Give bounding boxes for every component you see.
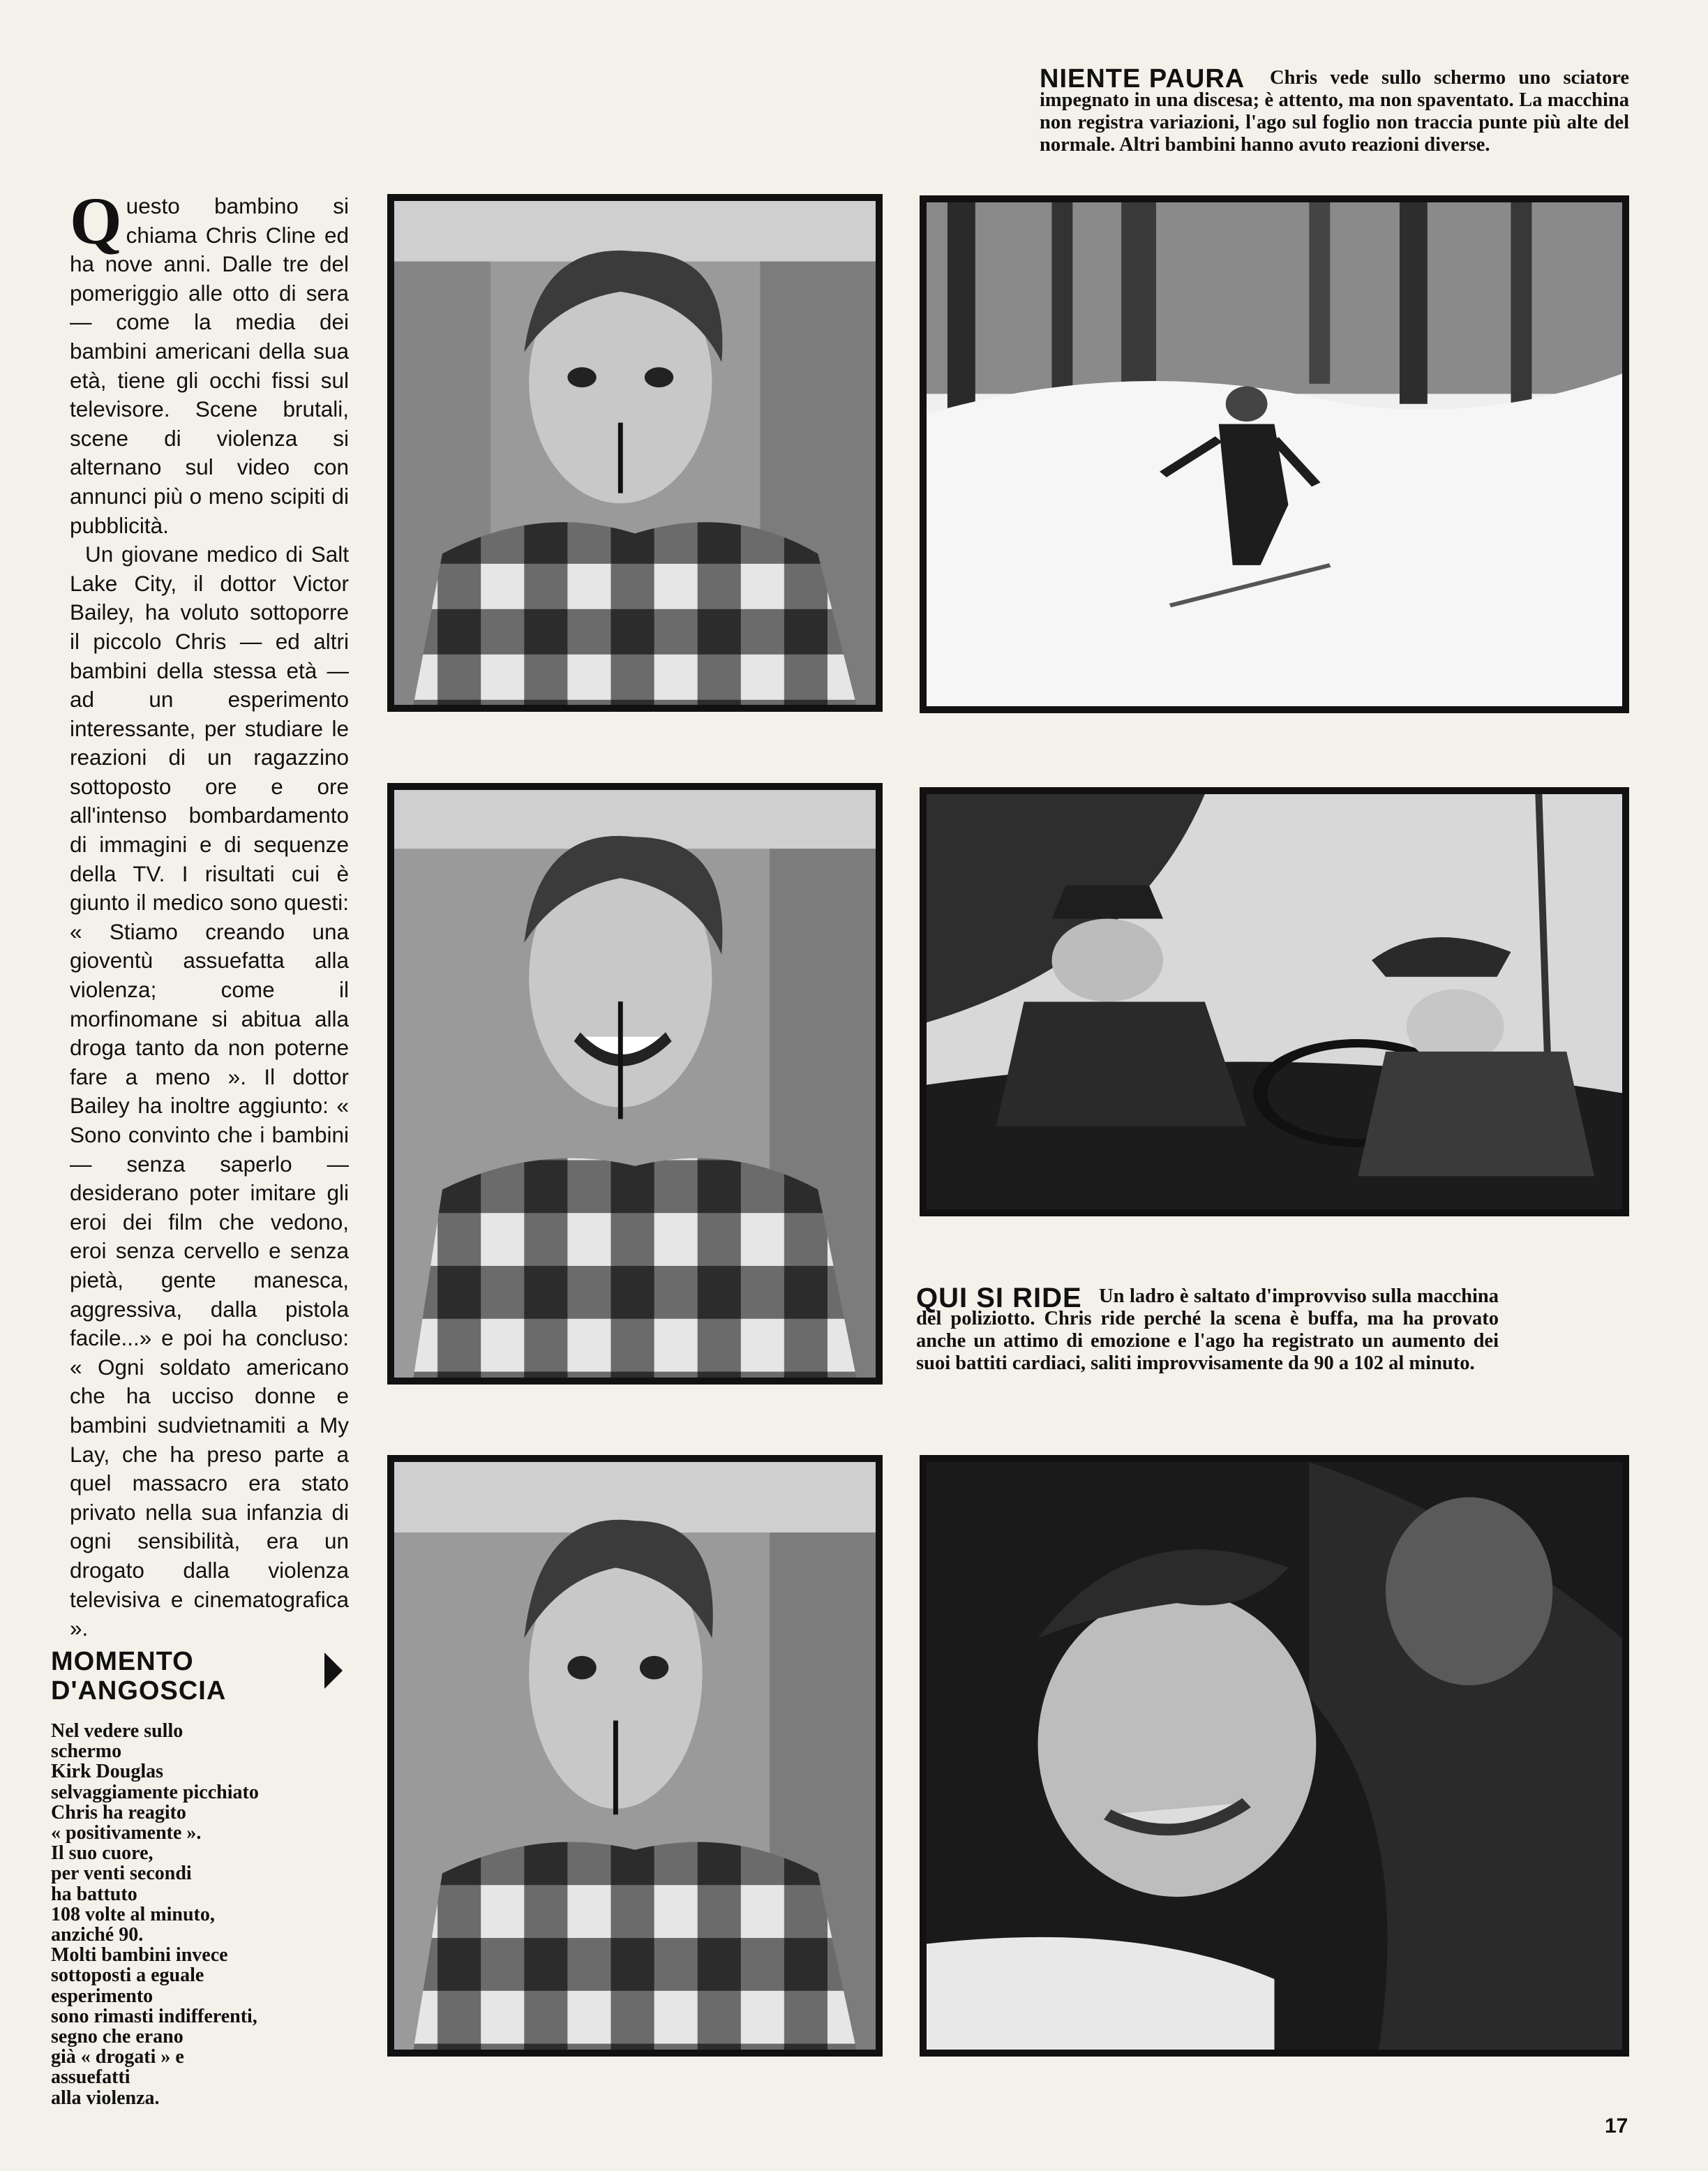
caption-line: sottoposti a eguale [51, 1964, 204, 1987]
photo-chris-anxious [387, 1455, 883, 2057]
photo-kirk-douglas-beaten [920, 1455, 1629, 2057]
photo-skier-scene [920, 195, 1629, 713]
caption-line: esperimento [51, 1985, 153, 2007]
caption-title-line-1: MOMENTO [51, 1647, 194, 1676]
drop-cap: Q [70, 184, 122, 258]
article-paragraph-2: Un giovane medico di Salt Lake City, il dottor Victor Bailey, ha voluto sottoporre il piccolo Chris — ed altri bambini della stessa età — ad un esperimento interessante, per studiare le reazioni di un ragazzino sottoposto ore e ore all'intenso bombardamento di immagini e di sequenze della TV. I risultati cui è giunto il medico sono questi: « Stiamo creando una gioventù assuefatta alla violenza; come il morfinomane si abitua alla droga tanto da non poterne fare a meno ». Il dottor Bailey ha inoltre aggiunto: « Sono convinto che i bambini — senza saperlo — desiderano poter imitare gli eroi dei film che vedono, eroi senza cervello e senza pietà, gente manesca, aggressiva, dalla pistola facile...» e poi ha concluso: « Ogni soldato americano che ha ucciso donne e bambini sudvietnamiti a My Lay, che ha preso parte a quel massacro era stato privato nella sua infanzia di ogni sensibilità, era un drogato dalla violenza televisiva e cinematografica ». [70, 542, 349, 1641]
caption-line: selvaggiamente picchiato [51, 1781, 259, 1803]
caption-text-momento-angoscia [51, 1721, 259, 2108]
article-paragraph-1: Questo bambino si chiama Chris Cline ed ha nove anni. Dalle tre del pomeriggio alle otto di sera — come la media dei bambini americani della sua età, tiene gli occhi fissi sul televisore. Scene brutali, scene di violenza si alternano sul video con annunci più o meno scipiti di pubblicità. [70, 184, 349, 538]
page-number: 17 [1605, 2114, 1628, 2138]
caption-line: « positivamente ». [51, 1822, 202, 1844]
caption-line: per venti secondi [51, 1863, 192, 1885]
caption-line: schermo [51, 1740, 122, 1763]
caption-line: già « drogati » e [51, 2046, 184, 2068]
caption-line: Nel vedere sullo [51, 1720, 183, 1742]
caption-title-momento-angoscia [51, 1647, 226, 1706]
triangle-arrow-icon [324, 1653, 343, 1689]
caption-title-niente-paura: NIENTE PAURA [1040, 64, 1245, 94]
caption-title-qui-si-ride: QUI SI RIDE [916, 1283, 1082, 1313]
caption-line: sono rimasti indifferenti, [51, 2005, 257, 2027]
caption-line: ha battuto [51, 1883, 137, 1905]
caption-line: Il suo cuore, [51, 1842, 153, 1865]
photo-chris-watching-1 [387, 194, 883, 712]
caption-line: Molti bambini invece [51, 1944, 228, 1967]
caption-line: 108 volte al minuto, [51, 1903, 215, 1925]
caption-line: Kirk Douglas [51, 1761, 164, 1783]
caption-line: Chris ha reagito [51, 1801, 186, 1823]
caption-title-line-2: D'ANGOSCIA [51, 1676, 227, 1706]
caption-text-qui-si-ride: Un ladro è saltato d'improvviso sulla macchina del poliziotto. Chris ride perché la scena è buffa, ma ha provato anche un attimo di emozione e l'ago ha registrato un aumento dei suoi battiti cardiaci, saliti improvvisamente da 90 a 102 al minuto. [916, 1285, 1499, 1374]
caption-line: alla violenza. [51, 2087, 160, 2109]
caption-line: segno che erano [51, 2026, 183, 2048]
article-body [70, 184, 349, 1643]
caption-line: anziché 90. [51, 1924, 144, 1946]
caption-line: assuefatti [51, 2066, 130, 2089]
caption-text-niente-paura: Chris vede sullo schermo uno sciatore impegnato in una discesa; è attento, ma non spaventato. La macchina non registra variazioni, l'ago sul foglio non traccia punte più alte del normale. Altri bambini hanno avuto reazioni diverse. [1040, 67, 1629, 156]
photo-chris-laughing [387, 783, 883, 1385]
photo-car-thief-scene [920, 787, 1629, 1216]
